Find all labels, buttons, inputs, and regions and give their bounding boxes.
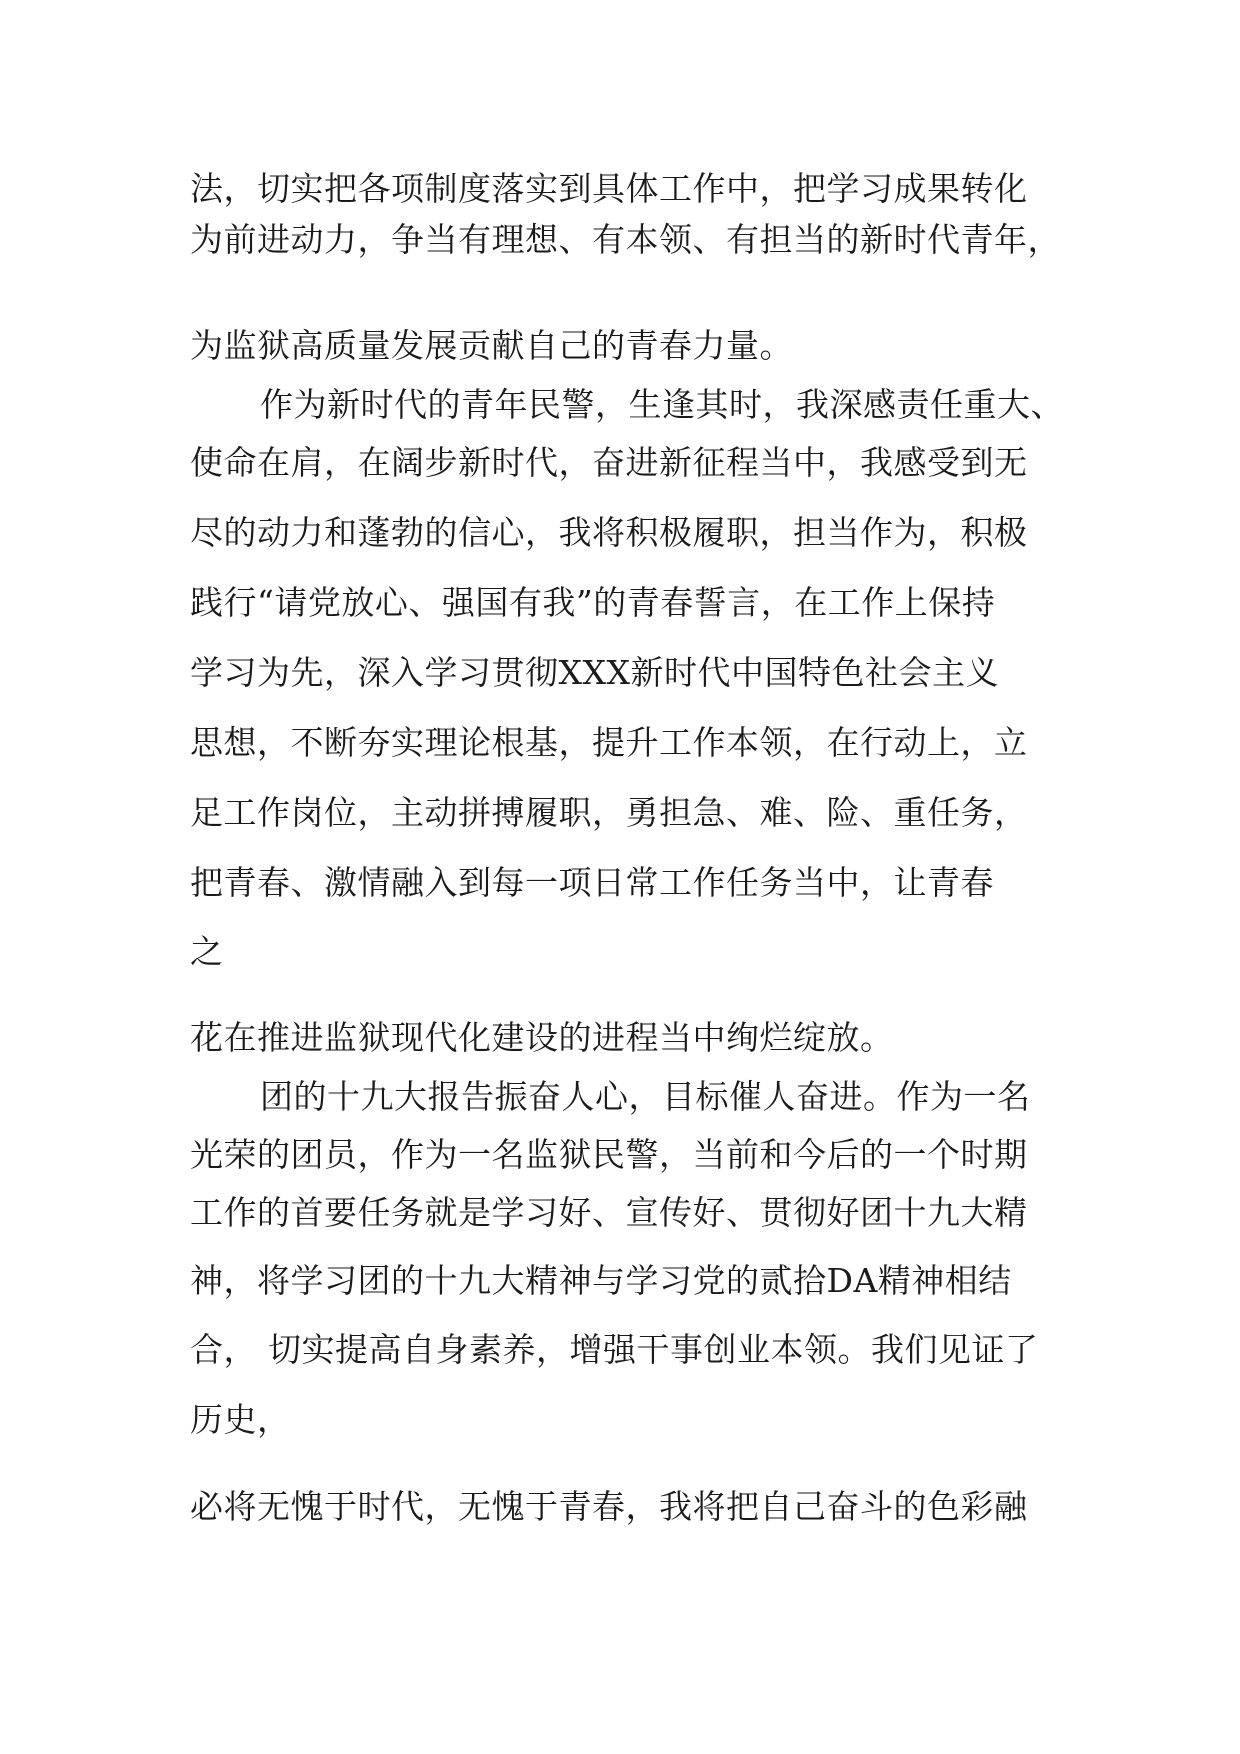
text-line-13: 花在推进监狱现代化建设的进程当中绚烂绽放。: [190, 1018, 894, 1057]
text-line-6: 尽的动力和蓬勃的信心，我将积极履职，担当作为，积极: [190, 513, 1028, 552]
text-line-1: 法，切实把各项制度落实到具体工作中，把学习成果转化: [190, 169, 1028, 208]
text-line-15: 光荣的团员，作为一名监狱民警，当前和今后的一个时期: [190, 1135, 1028, 1174]
text-line-5: 使命在肩，在阔步新时代，奋进新征程当中，我感受到无: [190, 443, 1028, 482]
text-line-8: 学习为先，深入学习贯彻XXX新时代中国特色社会主义: [190, 653, 999, 692]
text-line-10: 足工作岗位，主动拼搏履职，勇担急、难、险、重任务，: [190, 793, 1028, 832]
text-line-12: 之: [190, 932, 224, 971]
text-line-4: 作为新时代的青年民警，生逢其时，我深感责任重大、: [260, 385, 1064, 424]
text-line-18: 合， 切实提高自身素养，增强干事创业本领。我们见证了: [190, 1330, 1039, 1369]
text-line-3: 为监狱高质量发展贡献自己的青春力量。: [190, 326, 793, 365]
text-line-9: 思想，不断夯实理论根基，提升工作本领，在行动上，立: [190, 723, 1028, 762]
text-line-20: 必将无愧于时代，无愧于青春，我将把自己奋斗的色彩融: [190, 1487, 1028, 1526]
text-line-14: 团的十九大报告振奋人心，目标催人奋进。作为一名: [260, 1077, 1031, 1116]
text-line-19: 历史，: [190, 1400, 291, 1439]
text-line-17: 神，将学习团的十九大精神与学习党的贰拾DA精神相结: [190, 1261, 1012, 1300]
text-line-11: 把青春、激情融入到每一项日常工作任务当中，让青春: [190, 863, 994, 902]
text-line-7: 践行“请党放心、强国有我”的青春誓言，在工作上保持: [190, 583, 996, 622]
text-line-2: 为前进动力，争当有理想、有本领、有担当的新时代青年，: [190, 220, 1061, 259]
text-line-16: 工作的首要任务就是学习好、宣传好、贯彻好团十九大精: [190, 1193, 1028, 1232]
